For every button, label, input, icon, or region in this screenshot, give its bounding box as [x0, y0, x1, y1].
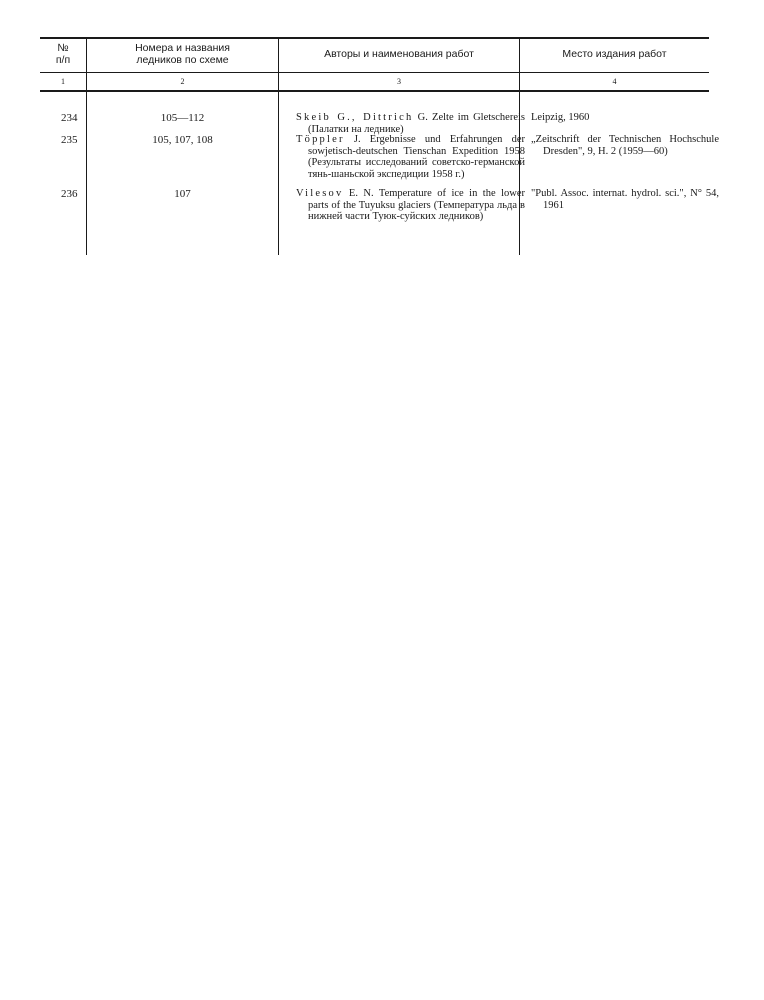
row-glaciers: 107 — [174, 188, 191, 200]
header-separator-rule — [40, 72, 709, 73]
row-place: Leipzig, 1960 — [531, 112, 590, 123]
row-glaciers: 105—112 — [160, 112, 205, 124]
row-place: "Publ. Assoc. internat. hydrol. sci.", N° 54, 1961 — [531, 188, 719, 211]
row-place: „Zeitschrift der Technischen Hochschule Dresden", 9, H. 2 (1959—60) — [531, 134, 719, 157]
author-name: Töppler — [296, 134, 345, 145]
author-name: Skeib G., Dittrich — [296, 112, 414, 123]
column-divider-2 — [278, 38, 279, 255]
column-number-1: 1 — [61, 77, 65, 86]
table-top-rule — [40, 37, 709, 39]
header-works: Авторы и наименования работ — [324, 48, 474, 60]
work-title: G. Zelte im Gletschereis (Палатки на леднике) — [308, 112, 525, 135]
row-work — [296, 112, 525, 135]
row-work — [296, 134, 525, 180]
work-title: E. N. Temperature of ice in the lower parts of the Tuyuksu glaciers (Температура льда в нижней части Туюк-суйских ледников) — [308, 188, 525, 222]
header-number: № п/п — [55, 42, 71, 66]
row-number: 235 — [61, 134, 78, 146]
column-number-rule — [40, 90, 709, 92]
row-glaciers: 105, 107, 108 — [152, 134, 213, 146]
column-number-3: 3 — [397, 77, 401, 86]
column-divider-1 — [86, 38, 87, 255]
row-number: 236 — [61, 188, 78, 200]
header-glaciers: Номера и названия ледников по схеме — [135, 42, 230, 66]
column-number-4: 4 — [612, 77, 617, 86]
work-title: J. Ergebnisse und Erfahrungen der sowjetisch-deutschen Tienschan Expedition 1958 (Результаты исследований советско-германской тянь-шаньской экспедиции 1958 г.) — [308, 134, 525, 180]
column-number-2: 2 — [180, 77, 185, 86]
row-work — [296, 188, 525, 223]
author-name: Vilesov — [296, 188, 344, 199]
row-number: 234 — [61, 112, 78, 124]
header-place: Место издания работ — [562, 48, 667, 60]
